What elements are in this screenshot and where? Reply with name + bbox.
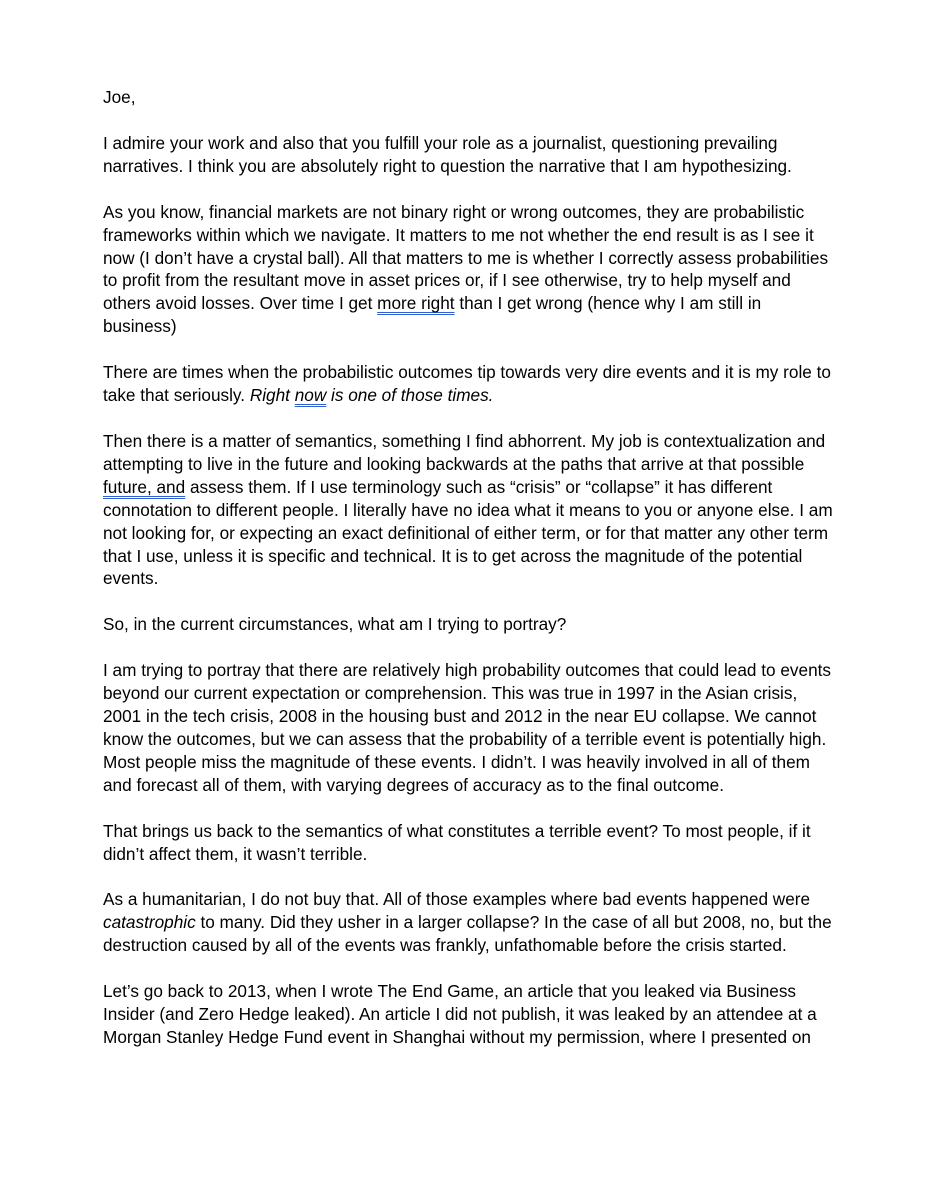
grammar-flag-now[interactable]: now: [294, 385, 327, 406]
paragraph-3-text: There are times when the probabilistic outcomes tip towards very dire events and it is my role to take that seriously.: [103, 362, 831, 406]
grammar-flag-future-and[interactable]: future, and: [103, 476, 186, 497]
paragraph-7: That brings us back to the semantics of what constitutes a terrible event? To most people, if it didn’t affect them, it wasn’t terrible.: [103, 820, 811, 864]
paragraph-9: Let’s go back to 2013, when I wrote The End Game, an article that you leaked via Business Insider (and Zero Hedge leaked). An article I did not publish, it was leaked by an attendee at a Morgan Stanley Hedge Fund event in Shanghai without my permission, where I presented on: [103, 981, 817, 1047]
paragraph-4-text-a: Then there is a matter of semantics, something I find abhorrent. My job is contextualization and attempting to live in the future and looking backwards at the paths that arrive at that possible: [103, 430, 826, 474]
paragraph-8: [103, 888, 833, 957]
paragraph-1: I admire your work and also that you fulfill your role as a journalist, questioning prevailing narratives. I think you are absolutely right to question the narrative that I am hypothesizing.: [103, 132, 792, 176]
paragraph-2: [103, 201, 833, 338]
paragraph-5: So, in the current circumstances, what am I trying to portray?: [103, 614, 567, 635]
paragraph-2-text-a: As you know, financial markets are not binary right or wrong outcomes, they are probabilistic frameworks within which we navigate. It matters to me not whether the end result is as I see it now (I don’t have a crystal ball). All that matters to me is whether I correctly assess probabilities to profit from the resultant move in asset prices or, if I see otherwise, try to help myself and others avoid losses. Over time I get: [103, 201, 829, 314]
paragraph-4-text-b: assess them. If I use terminology such as “crisis” or “collapse” it has different connotation to different people. I literally have no idea what it means to you or anyone else. I am not looking for, or expecting an exact definitional of either term, or for that matter any other term that I use, unless it is specific and technical. It is to get across the magnitude of the potential events.: [103, 476, 833, 589]
paragraph-8-text-b: to many. Did they usher in a larger collapse? In the case of all but 2008, no, but the destruction caused by all of the events was frankly, unfathomable before the crisis started.: [103, 912, 832, 956]
paragraph-6: I am trying to portray that there are relatively high probability outcomes that could lead to events beyond our current expectation or comprehension. This was true in 1997 in the Asian crisis, 2001 in the tech crisis, 2008 in the housing bust and 2012 in the near EU collapse. We cannot know the outcomes, but we can assess that the probability of a terrible event is potentially high. Most people miss the magnitude of these events. I didn’t. I was heavily involved in all of them and forecast all of them, with varying degrees of accuracy as to the final outcome.: [103, 660, 831, 795]
paragraph-8-italic: catastrophic: [103, 912, 196, 933]
letter-body: [103, 86, 833, 1072]
grammar-flag-more-right[interactable]: more right: [377, 293, 455, 314]
paragraph-4: [103, 430, 833, 590]
paragraph-3-italic-a: Right: [249, 385, 295, 406]
salutation: Joe,: [103, 87, 136, 107]
paragraph-8-text-a: As a humanitarian, I do not buy that. All of those examples where bad events happened were: [103, 889, 811, 910]
paragraph-2-text-b: than I get wrong (hence why I am still in business): [103, 293, 762, 337]
paragraph-3-italic: [250, 385, 494, 405]
paragraph-3: [103, 361, 833, 407]
paragraph-3-italic-b: is one of those times.: [326, 385, 494, 406]
